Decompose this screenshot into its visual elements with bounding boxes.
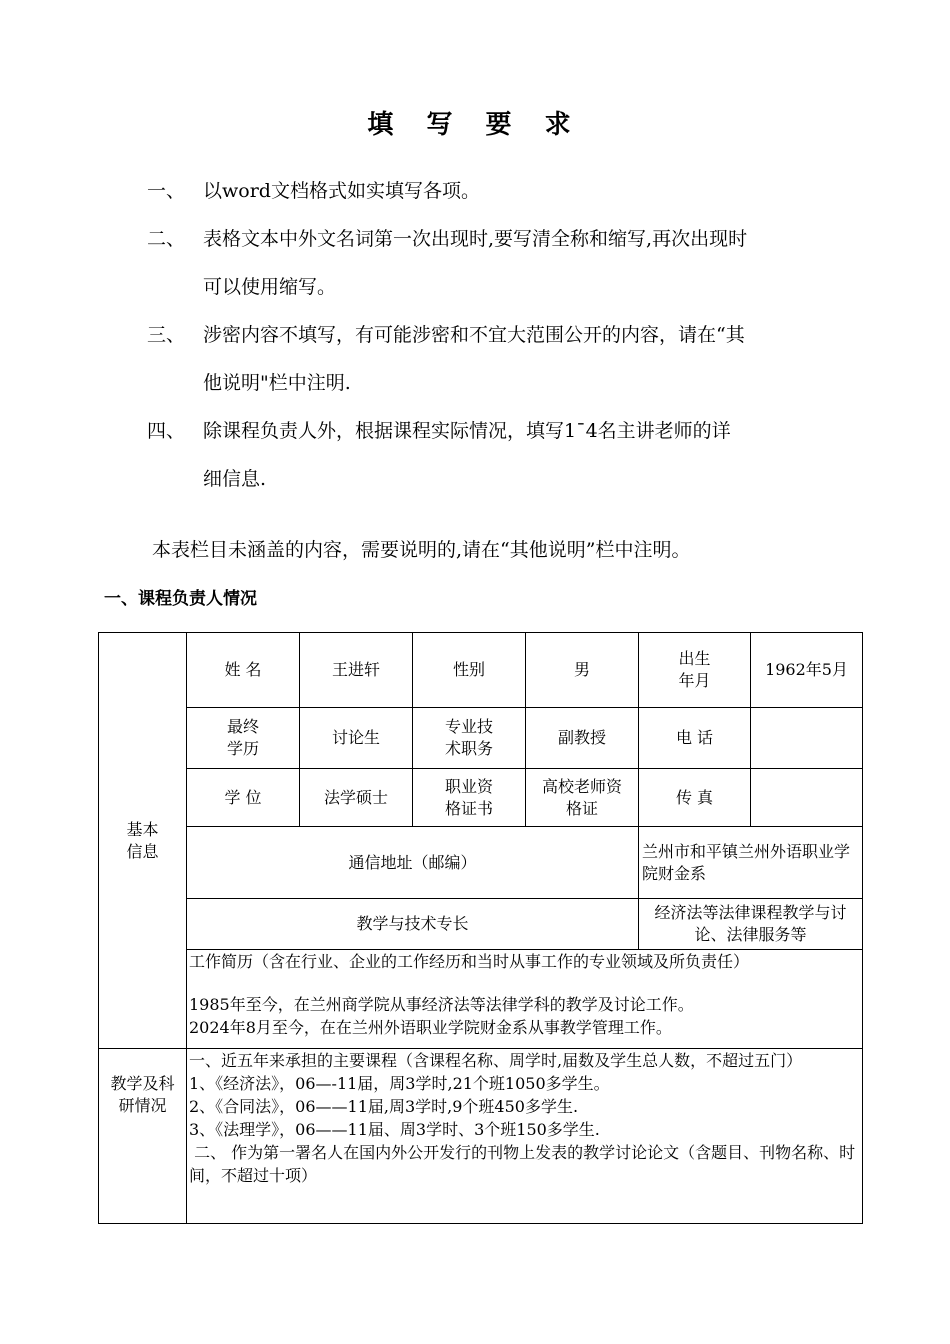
qualification-value: 高校老师资 格证 [526, 769, 639, 827]
basic-info-label: 基本 信息 [99, 633, 187, 1049]
teaching-line: 一、近五年来承担的主要课程（含课程名称、周学时,届数及学生总人数，不超过五门） [189, 1051, 803, 1070]
requirement-text: 表格文本中外文名词第一次出现时,要写清全称和缩写,再次出现时 [203, 228, 748, 250]
requirement-text: 以word文档格式如实填写各项。 [203, 180, 480, 202]
requirement-number: 一、 [147, 180, 186, 202]
gender-label: 性别 [413, 633, 526, 708]
title-label: 专业技 术职务 [413, 708, 526, 769]
requirement-continuation: 可以使用缩写。 [203, 276, 337, 298]
resume-line: 2024年8月至今，在在兰州外语职业学院财金系从事教学管理工作。 [189, 1018, 672, 1037]
teaching-line: 1、《经济法》，06—-11届，周3学时,21个班1050多学生。 [189, 1074, 610, 1093]
title-value: 副教授 [526, 708, 639, 769]
fax-label: 传 真 [639, 769, 751, 827]
fax-value [751, 769, 863, 827]
note-text: 本表栏目未涵盖的内容，需要说明的,请在“其他说明”栏中注明。 [152, 539, 691, 561]
education-value: 讨论生 [300, 708, 413, 769]
birth-value: 1962年5月 [751, 633, 863, 708]
expertise-value: 经济法等法律课程教学与讨论、法律服务等 [639, 899, 863, 950]
teaching-research-cell [187, 1049, 863, 1224]
requirement-number: 三、 [147, 324, 186, 346]
teaching-line: 2、《合同法》，06——11届,周3学时,9个班450多学生. [189, 1097, 579, 1116]
phone-value [751, 708, 863, 769]
requirement-continuation: 细信息. [203, 468, 267, 490]
resume-line: 1985年至今，在兰州商学院从事经济法等法律学科的教学及讨论工作。 [189, 995, 694, 1014]
teaching-research-label: 教学及科 研情况 [99, 1049, 187, 1224]
requirement-number: 二、 [147, 228, 186, 250]
requirement-number: 四、 [147, 420, 186, 442]
section-heading: 一、课程负责人情况 [104, 589, 257, 609]
teaching-line: 二、 作为第一署名人在国内外公开发行的刊物上发表的教学讨论论文（含题目、刊物名称、时间，不超过十项） [189, 1143, 856, 1185]
requirement-continuation: 他说明"栏中注明. [203, 372, 351, 394]
requirement-text: 涉密内容不填写，有可能涉密和不宜大范围公开的内容，请在“其 [203, 324, 745, 346]
resume-heading: 工作简历（含在行业、企业的工作经历和当时从事工作的专业领域及所负责任） [189, 952, 750, 971]
degree-label: 学 位 [187, 769, 300, 827]
page-title: 填 写 要 求 [367, 110, 583, 140]
birth-label: 出生 年月 [639, 633, 751, 708]
name-value: 王进轩 [300, 633, 413, 708]
degree-value: 法学硕士 [300, 769, 413, 827]
teaching-line: 3、《法理学》，06——11届、周3学时、3个班150多学生. [189, 1120, 600, 1139]
qualification-label: 职业资 格证书 [413, 769, 526, 827]
name-label: 姓 名 [187, 633, 300, 708]
address-label: 通信地址（邮编） [187, 827, 639, 899]
education-label: 最终 学历 [187, 708, 300, 769]
resume-cell [187, 950, 863, 1049]
requirement-text: 除课程负责人外，根据课程实际情况，填写1¯4名主讲老师的详 [203, 420, 731, 442]
phone-label: 电 话 [639, 708, 751, 769]
expertise-label: 教学与技术专长 [187, 899, 639, 950]
gender-value: 男 [526, 633, 639, 708]
course-leader-table [98, 632, 863, 1224]
address-value: 兰州市和平镇兰州外语职业学院财金系 [639, 827, 863, 899]
